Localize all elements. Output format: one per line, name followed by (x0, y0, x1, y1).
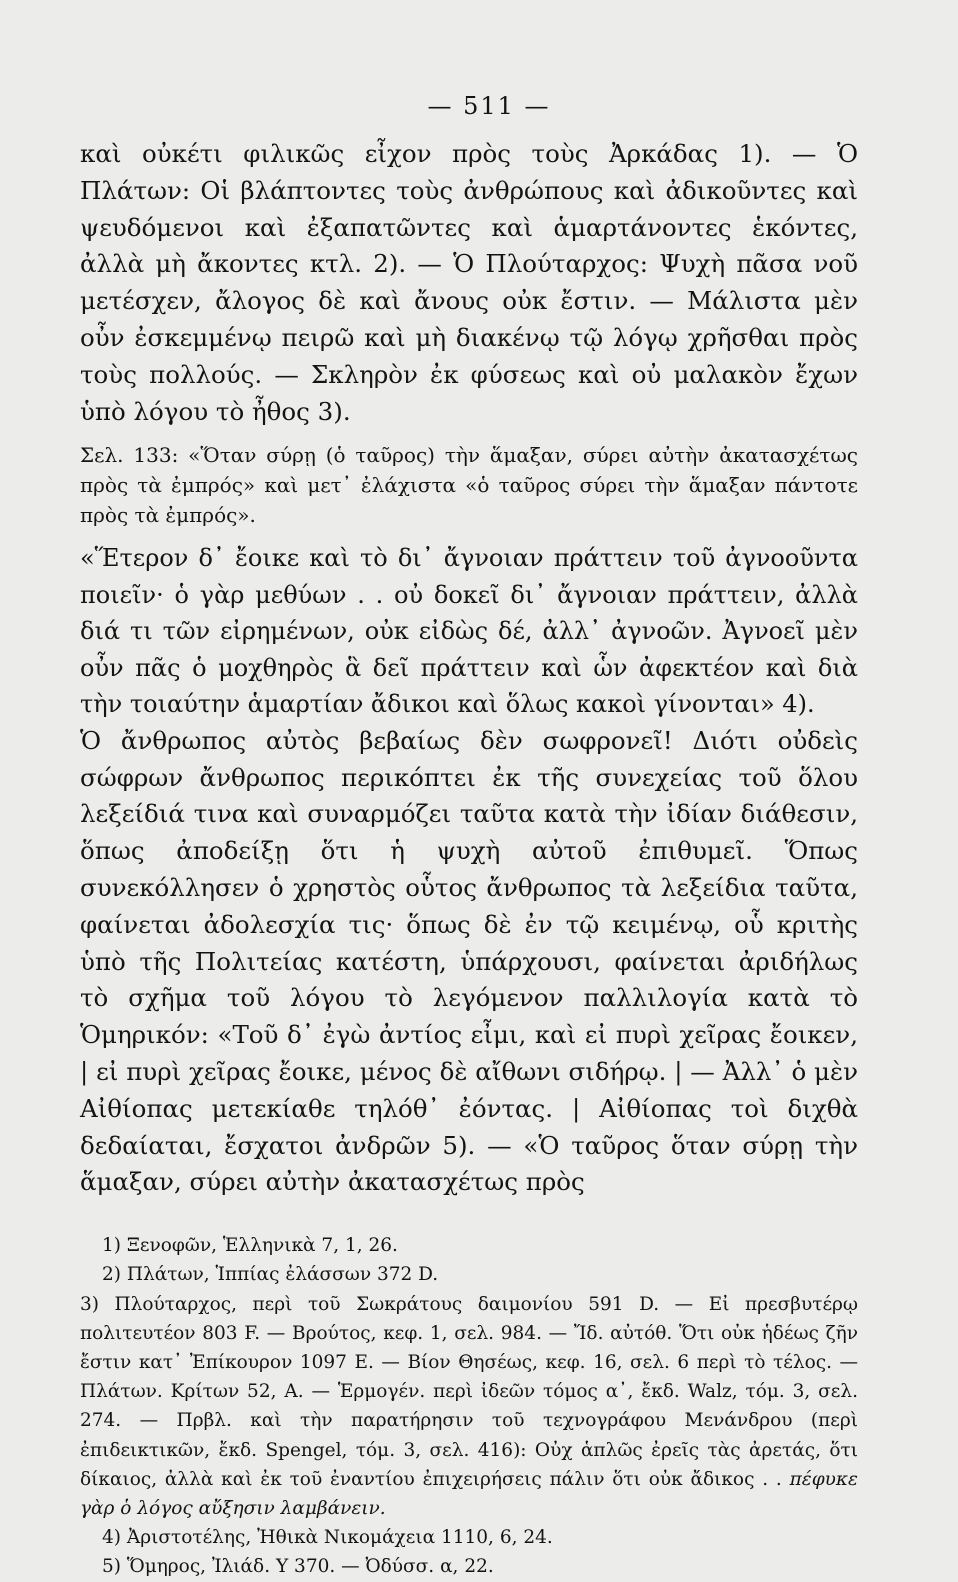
footnote-1: 1) Ξενοφῶν, Ἑλληνικὰ 7, 1, 26. (102, 1235, 398, 1257)
paragraph-4: Ὁ ἄνθρωπος αὐτὸς βεβαίως δὲν σωφρονεῖ! Διότι οὐδεὶς σώφρων ἄνθρωπος περικόπτει ἐκ τῆς συνεχείας τοῦ ὅλου λεξείδιά τινα καὶ συναρμόζει ταῦτα κατὰ τὴν ἰδίαν διάθεσιν, ὅπως ἀποδείξῃ ὅτι ἡ ψυχὴ αὐτοῦ ἐπιθυμεῖ. Ὅπως συνεκόλλησεν ὁ χρηστὸς οὗτος ἄνθρωπος τὰ λεξείδια ταῦτα, φαίνεται ἀδολεσχία τις· ὅπως δὲ ἐν τῷ κειμένῳ, οὗ κριτὴς ὑπὸ τῆς Πολιτείας κατέστη, ὑπάρχουσι, φαίνεται ἀριδήλως τὸ σχῆμα τοῦ λόγου τὸ λεγόμενον παλλιλογία κατὰ τὸ Ὁμηρικόν: «Τοῦ δ᾽ ἐγὼ ἀντίος εἶμι, καὶ εἰ πυρὶ χεῖρας ἔοικεν, | εἰ πυρὶ χεῖρας ἔοικε, μένος δὲ αἴθωνι σιδήρῳ. | — Ἀλλ᾽ ὁ μὲν Αἰθίοπας μετεκίαθε τηλόθ᾽ ἐόντας. | Αἰθίοπας τοὶ διχθὰ δεδαίαται, ἔσχατοι ἀνδρῶν 5). — «Ὁ ταῦρος ὅταν σύρῃ τὴν ἅμαξαν, σύρει αὐτὴν ἀκατασχέτως πρὸς (80, 725, 858, 1197)
paragraph-1: καὶ οὐκέτι φιλικῶς εἶχον πρὸς τοὺς Ἀρκάδας 1). — Ὁ Πλάτων: Οἱ βλάπτοντες τοὺς ἀνθρώπους καὶ ἀδικοῦντες καὶ ψευδόμενοι καὶ ἐξαπατῶντες καὶ ἁμαρτάνοντες ἑκόντες, ἀλλὰ μὴ ἄκοντες κτλ. 2). — Ὁ Πλούταρχος: Ψυχὴ πᾶσα νοῦ μετέσχεν, ἄλογος δὲ καὶ ἄνους οὐκ ἔστιν. — Μάλιστα μὲν οὖν ἐσκεμμένῳ πειρῶ καὶ μὴ διακένῳ τῷ λόγῳ χρῆσθαι πρὸς τοὺς πολλούς. — Σκληρὸν ἐκ φύσεως καὶ οὐ μαλακὸν ἔχων ὑπὸ λόγου τὸ ἦθος 3). (80, 139, 858, 426)
paragraph-2: Σελ. 133: «Ὅταν σύρῃ (ὁ ταῦρος) τὴν ἅμαξαν, σύρει αὐτὴν ἀκατασχέτως πρὸς τὰ ἐμπρός» καὶ μετ᾽ ἐλάχιστα «ὁ ταῦρος σύρει τὴν ἅμαξαν πάντοτε πρὸς τὰ ἐμπρός». (80, 443, 858, 528)
footnote-3-text: 3) Πλούταρχος, περὶ τοῦ Σωκράτους δαιμονίου 591 D. — Εἰ πρεσβυτέρῳ πολιτευτέον 803 F. — Βρούτος, κεφ. 1, σελ. 984. — Ἴδ. αὐτόθ. Ὅτι οὐκ ἡδέως ζῆν ἔστιν κατ᾽ Ἐπίκουρον 1097 E. — Βίον Θησέως, κεφ. 16, σελ. 6 περὶ τὸ τέλος. — Πλάτων. Κρίτων 52, A. — Ἑρμογέν. περὶ ἰδεῶν τόμος α᾽, ἔκδ. Walz, τόμ. 3, σελ. 274. — Πρβλ. καὶ τὴν παρατήρησιν τοῦ τεχνογράφου Μενάνδρου (περὶ ἐπιδεικτικῶν, ἔκδ. Spengel, τόμ. 3, σελ. 416): Οὐχ ἁπλῶς ἐρεῖς τὰς ἀρετάς, ὅτι δίκαιος, ἀλλὰ καὶ ἐκ τοῦ ἐναντίου ἐπιχειρήσεις πάλιν ὅτι οὐκ ἄδικος . . (80, 1293, 858, 1490)
footnote-4: 4) Ἀριστοτέλης, Ἠθικὰ Νικομάχεια 1110, 6, 24. (102, 1527, 553, 1549)
footnote-3-italic: πέφυκε γὰρ ὁ λόγος αὔξησιν λαμβάνειν. (80, 1468, 858, 1520)
paragraph-3-quote: «Ἕτερον δ᾽ ἔοικε καὶ τὸ δι᾽ ἄγνοιαν πράττειν τοῦ ἀγνοοῦντα ποιεῖν· ὁ γὰρ μεθύων . . οὐ δοκεῖ δι᾽ ἄγνοιαν πράττειν, ἀλλὰ διά τι τῶν εἰρημένων, οὐκ εἰδὼς δέ, ἀλλ᾽ ἀγνοῶν. Ἀγνοεῖ μὲν οὖν πᾶς ὁ μοχθηρὸς ἃ δεῖ πράττειν καὶ ὧν ἀφεκτέον καὶ διὰ τὴν τοιαύτην ἁμαρτίαν ἄδικοι καὶ ὅλως κακοὶ γίνονται» 4). (80, 544, 858, 719)
footnote-3 (80, 1290, 858, 1524)
footnote-5: 5) Ὅμηρος, Ἰλιάδ. Υ 370. — Ὀδύσσ. α, 22. (102, 1556, 494, 1578)
page-number: — 511 — (427, 92, 551, 120)
footnote-2: 2) Πλάτων, Ἱππίας ἐλάσσων 372 D. (102, 1264, 439, 1286)
footnotes (80, 1231, 858, 1581)
